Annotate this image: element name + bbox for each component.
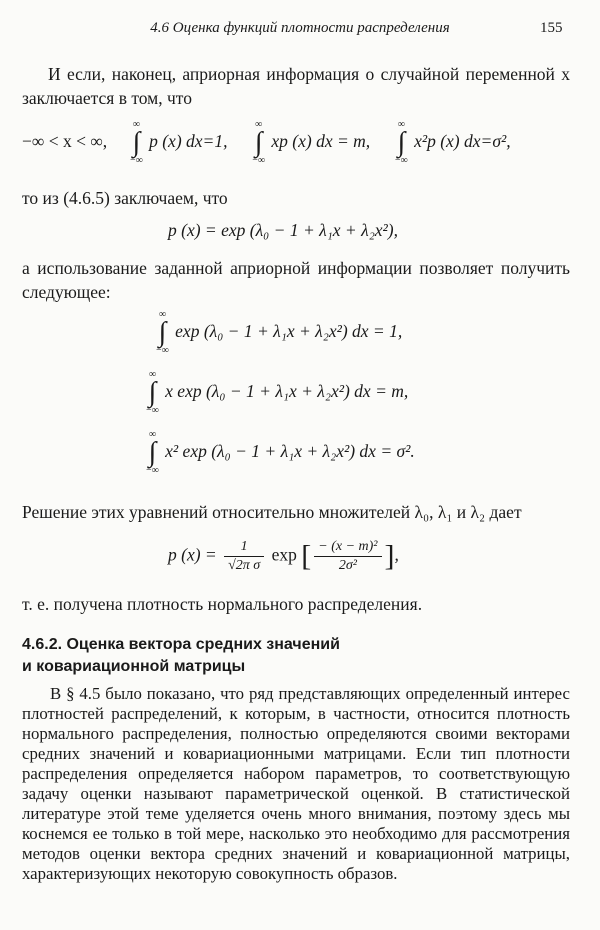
system-eq-3: ∞ ∫ −∞ x² exp (λ₀ − 1 + λ₁x + λ₂x²) dx = σ². xyxy=(146,429,415,476)
integral-sign: ∞ ∫ −∞ xyxy=(156,309,169,356)
from-text: то из (4.6.5) заключаем, что xyxy=(22,188,228,208)
range-condition: −∞ < x < ∞, xyxy=(22,131,108,152)
system-eq-2: ∞ ∫ −∞ x exp (λ₀ − 1 + λ₁x + λ₂x²) dx = m, xyxy=(146,369,409,416)
solution-text: Решение этих уравнений относительно множителей λ₀, λ₁ и λ₂ дает xyxy=(22,502,522,522)
normal-density-formula: p (x) = $\frac{1}{\text{√2π σ}}$ exp [ $\frac{\text{− (x − m)²}}{\text{2σ²}}$ ], xyxy=(168,539,399,573)
conclusion-text: т. е. получена плотность нормального распределения. xyxy=(22,594,423,614)
integral-sign: ∞ ∫ −∞ xyxy=(394,119,408,166)
integral-sign: ∞ ∫ −∞ xyxy=(146,369,159,416)
formula-px: p (x) = exp (λ₀ − 1 + λ₁x + λ₂x²), xyxy=(168,220,398,240)
integral-sign: ∞ ∫ −∞ xyxy=(146,429,159,476)
section-heading: 4.6.2. Оценка вектора средних значений и ковариационной матрицы xyxy=(22,636,340,675)
section-paragraph: В § 4.5 было показано, что ряд представляющих определенный интерес плотностей распределений, к которым, в частности, относится плотность нормального распределения, полностью определяются своими векторами средних значений и ковариационными матрицами. Если тип плотности распределения определяется набором параметров, то соответствующую задачу оценки называют параметрической оценкой. В статистической литературе этой теме уделяется очень много внимания, поэтому здесь мы коснемся ее только в той мере, насколько это необходимо для рассмотрения методов оценки вектора средних значений и ковариационной матрицы, характеризующих некоторую совокупность образов. xyxy=(22,684,570,883)
page-number: 155 xyxy=(540,20,563,36)
integral-1: p (x) dx=1, xyxy=(149,131,228,152)
integral-2: xp (x) dx = m, xyxy=(271,131,371,152)
usage-paragraph: а использование заданной априорной информации позволяет получить следующее: xyxy=(22,258,570,302)
formula-conditions xyxy=(22,120,511,166)
exponent-fraction: $\frac{\text{− (x − m)²}}{\text{2σ²}}$ xyxy=(314,538,381,575)
intro-paragraph: И если, наконец, априорная информация о случайной переменной x заключается в том, что xyxy=(22,64,570,108)
integral-sign: ∞ ∫ −∞ xyxy=(252,119,265,166)
integral-3: x²p (x) dx=σ², xyxy=(414,131,511,152)
integral-sign: ∞ ∫ −∞ xyxy=(129,119,143,166)
system-eq-1: ∞ ∫ −∞ exp (λ₀ − 1 + λ₁x + λ₂x²) dx = 1, xyxy=(156,309,403,356)
running-title: 4.6 Оценка функций плотности распределения xyxy=(150,20,450,36)
fraction: $\frac{1}{\text{√2π σ}}$ xyxy=(224,538,264,575)
